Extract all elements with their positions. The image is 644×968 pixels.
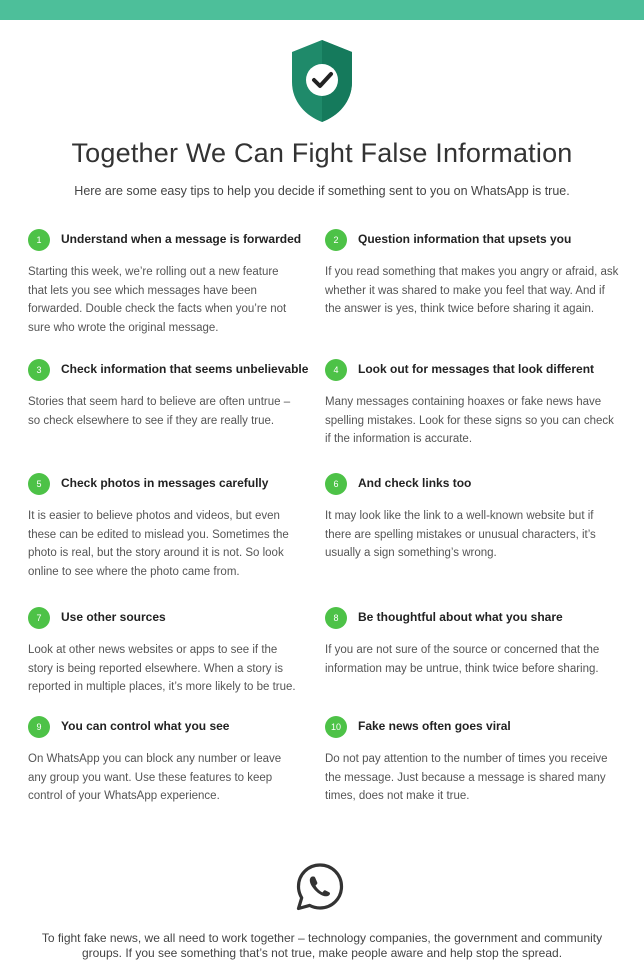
tip-6 bbox=[325, 473, 621, 563]
tip-title: Use other sources bbox=[61, 610, 166, 624]
tip-body: Starting this week, we’re rolling out a new feature that lets you see which messages have been forwarded. Double check the facts when you’re not sure who wrote the original message. bbox=[28, 266, 287, 334]
tip-title: Fake news often goes viral bbox=[358, 719, 511, 733]
tip-4 bbox=[325, 359, 621, 449]
tip-title: Understand when a message is forwarded bbox=[61, 232, 302, 246]
tip-body: It may look like the link to a well-known website but if there are spelling mistakes or unusual characters, it’s usually a sign something’s wrong. bbox=[325, 510, 596, 559]
tip-body: Stories that seem hard to believe are often untrue – so check elsewhere to see if they are really true. bbox=[28, 396, 291, 427]
tip-body: It is easier to believe photos and videos, but even these can be edited to mislead you. Sometimes the photo is real, but the story around it is not. So look online to see where the photo came from. bbox=[28, 510, 289, 578]
tip-number-badge: 9 bbox=[28, 716, 50, 738]
tip-2 bbox=[325, 229, 621, 319]
tip-body: If you are not sure of the source or concerned that the information may be untrue, think twice before sharing. bbox=[325, 644, 600, 675]
tip-title: You can control what you see bbox=[61, 719, 230, 733]
tip-9 bbox=[28, 716, 300, 806]
tip-body: Do not pay attention to the number of times you receive the message. Just because a message is shared many times, does not make it true. bbox=[325, 753, 608, 802]
tip-title: Check photos in messages carefully bbox=[61, 476, 269, 490]
tip-number-badge: 5 bbox=[28, 473, 50, 495]
tip-title: And check links too bbox=[358, 476, 472, 490]
tip-number-badge: 10 bbox=[325, 716, 347, 738]
tip-body: Look at other news websites or apps to see if the story is being reported elsewhere. When a story is reported in multiple places, it’s more likely to be true. bbox=[28, 644, 296, 693]
footer-text: To fight fake news, we all need to work together – technology companies, the government and community groups. If you see something that’s not true, make people aware and help stop the spread. bbox=[41, 931, 603, 960]
shield-check-icon bbox=[290, 38, 354, 124]
tip-number-badge: 8 bbox=[325, 607, 347, 629]
tip-title: Check information that seems unbelievable bbox=[61, 362, 309, 376]
tip-body: If you read something that makes you angry or afraid, ask whether it was shared to make you feel that way. And if the answer is yes, think twice before sharing it again. bbox=[325, 266, 619, 315]
top-accent-bar bbox=[0, 0, 644, 20]
whatsapp-icon bbox=[295, 862, 345, 912]
tip-8 bbox=[325, 607, 621, 678]
tip-10 bbox=[325, 716, 621, 806]
tip-title: Question information that upsets you bbox=[358, 232, 572, 246]
tip-body: On WhatsApp you can block any number or leave any group you want. Use these features to keep control of your WhatsApp experience. bbox=[28, 753, 282, 802]
tip-number-badge: 3 bbox=[28, 359, 50, 381]
tip-number-badge: 1 bbox=[28, 229, 50, 251]
tip-1 bbox=[28, 229, 300, 337]
tip-3 bbox=[28, 359, 309, 430]
tip-body: Many messages containing hoaxes or fake news have spelling mistakes. Look for these signs so you can check if the information is accurate. bbox=[325, 396, 614, 445]
tip-title: Be thoughtful about what you share bbox=[358, 610, 563, 624]
tip-number-badge: 6 bbox=[325, 473, 347, 495]
page-title: Together We Can Fight False Information bbox=[71, 138, 573, 168]
tip-number-badge: 7 bbox=[28, 607, 50, 629]
page-subtitle: Here are some easy tips to help you decide if something sent to you on WhatsApp is true. bbox=[74, 184, 570, 198]
tip-number-badge: 4 bbox=[325, 359, 347, 381]
tip-5 bbox=[28, 473, 300, 581]
tip-title: Look out for messages that look different bbox=[358, 362, 595, 376]
tip-number-badge: 2 bbox=[325, 229, 347, 251]
tip-7 bbox=[28, 607, 300, 697]
